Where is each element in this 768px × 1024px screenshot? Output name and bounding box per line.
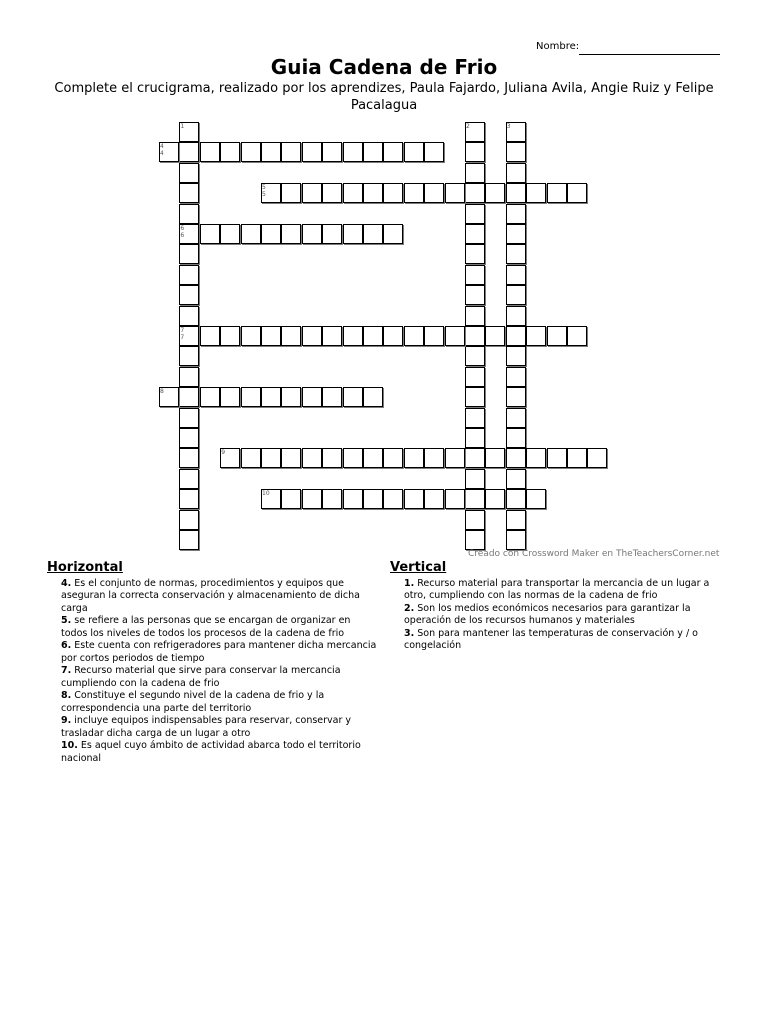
grid-cell[interactable] [179, 346, 199, 366]
grid-cell[interactable] [179, 244, 199, 264]
grid-cell[interactable] [424, 326, 444, 346]
credit-text: Creado con Crossword Maker en TheTeachersCorner.net [468, 549, 720, 559]
grid-clue-number: 2 [466, 123, 470, 130]
clue-text: Es aquel cuyo ámbito de actividad abarca todo el territorio nacional [61, 740, 361, 764]
grid-cell[interactable] [343, 448, 363, 468]
horizontal-clue [47, 690, 377, 715]
grid-cell[interactable] [404, 326, 424, 346]
grid-cell[interactable] [343, 326, 363, 346]
grid-cell[interactable] [302, 387, 322, 407]
grid-cell[interactable] [281, 448, 301, 468]
grid-cell[interactable] [404, 183, 424, 203]
grid-cell[interactable] [220, 142, 240, 162]
grid-cell[interactable] [322, 387, 342, 407]
clue-text: se refiere a las personas que se encargan de organizar en todos los niveles de todos los procesos de la cadena de frio [61, 615, 351, 639]
grid-cell[interactable] [485, 448, 505, 468]
grid-cell[interactable] [302, 448, 322, 468]
clue-text: Recurso material para transportar la mercancia de un lugar a otro, cumpliendo con las normas de la cadena de frio [404, 577, 710, 601]
grid-cell[interactable] [506, 428, 526, 448]
grid-cell[interactable] [220, 224, 240, 244]
grid-cell[interactable] [424, 448, 444, 468]
grid-cell[interactable] [506, 408, 526, 428]
grid-cell[interactable] [383, 183, 403, 203]
grid-cell[interactable] [485, 489, 505, 509]
clue-text: Son los medios económicos necesarios para garantizar la operación de los recursos humanos y materiales [404, 602, 691, 626]
grid-clue-number: 6 6 [180, 225, 185, 239]
grid-cell[interactable] [241, 142, 261, 162]
grid-cell[interactable] [261, 448, 281, 468]
grid-cell[interactable] [363, 183, 383, 203]
grid-cell[interactable] [506, 183, 526, 203]
grid-clue-number: 5 5 [262, 184, 266, 199]
vertical-clue [390, 628, 720, 653]
vertical-clue [390, 578, 720, 603]
horizontal-clue [47, 715, 377, 740]
vertical-heading: Vertical [390, 560, 447, 575]
grid-cell[interactable] [302, 183, 322, 203]
grid-cell[interactable] [465, 387, 485, 407]
grid-cell[interactable] [179, 204, 199, 224]
grid-cell[interactable] [241, 387, 261, 407]
grid-cell[interactable] [281, 224, 301, 244]
clue-number: 9. [61, 715, 72, 726]
name-label: Nombre: [536, 41, 580, 52]
grid-cell[interactable] [485, 326, 505, 346]
grid-cell[interactable] [220, 326, 240, 346]
grid-cell[interactable] [465, 224, 485, 244]
clue-text: Constituye el segundo nivel de la cadena de frio y la correspondencia una parte del territorio [61, 690, 325, 714]
grid-cell[interactable] [547, 326, 567, 346]
grid-cell[interactable] [179, 265, 199, 285]
grid-cell[interactable] [179, 489, 199, 509]
grid-cell[interactable] [220, 387, 240, 407]
grid-cell[interactable] [506, 204, 526, 224]
grid-cell[interactable] [465, 285, 485, 305]
grid-cell[interactable] [485, 183, 505, 203]
grid-cell[interactable] [506, 326, 526, 346]
grid-cell[interactable] [506, 285, 526, 305]
grid-cell[interactable] [281, 142, 301, 162]
clue-number: 3. [404, 627, 415, 639]
grid-cell[interactable] [526, 326, 546, 346]
grid-clue-number: 10 [262, 490, 270, 498]
grid-cell[interactable] [179, 408, 199, 428]
grid-cell[interactable] [241, 326, 261, 346]
grid-cell[interactable] [506, 346, 526, 366]
grid-cell[interactable] [445, 326, 465, 346]
grid-cell[interactable] [302, 489, 322, 509]
grid-cell[interactable] [465, 326, 485, 346]
grid-cell[interactable] [241, 224, 261, 244]
page-subtitle: Complete el crucigrama, realizado por los aprendizes, Paula Fajardo, Juliana Avila, Angie Ruiz y Felipe Pacalagua [54, 81, 714, 113]
grid-cell[interactable] [363, 387, 383, 407]
clue-text: incluye equipos indispensables para reservar, conservar y trasladar dicha carga de un lugar a otro [61, 715, 352, 739]
grid-cell[interactable] [179, 428, 199, 448]
grid-cell[interactable] [343, 387, 363, 407]
clue-text: Este cuenta con refrigeradores para mantener dicha mercancia por cortos periodos de tiempo [61, 640, 377, 664]
clue-number: 7. [61, 665, 72, 676]
grid-cell[interactable] [506, 489, 526, 509]
grid-cell[interactable] [587, 448, 607, 468]
horizontal-clue [47, 740, 377, 765]
grid-cell[interactable] [261, 224, 281, 244]
grid-cell[interactable] [322, 326, 342, 346]
grid-cell[interactable] [261, 142, 281, 162]
grid-cell[interactable] [465, 183, 485, 203]
grid-cell[interactable] [179, 510, 199, 530]
grid-cell[interactable] [506, 306, 526, 326]
grid-cell[interactable] [567, 326, 587, 346]
grid-cell[interactable] [322, 142, 342, 162]
grid-cell[interactable] [281, 326, 301, 346]
grid-cell[interactable] [506, 469, 526, 489]
grid-cell[interactable] [343, 224, 363, 244]
grid-cell[interactable] [465, 510, 485, 530]
grid-cell[interactable] [424, 183, 444, 203]
grid-cell[interactable] [200, 387, 220, 407]
grid-cell[interactable] [383, 142, 403, 162]
horizontal-clue [47, 578, 377, 616]
grid-cell[interactable] [241, 448, 261, 468]
grid-cell[interactable] [179, 530, 199, 550]
clue-number: 5. [61, 615, 72, 626]
grid-cell[interactable] [363, 326, 383, 346]
grid-cell[interactable] [506, 448, 526, 468]
grid-cell[interactable] [465, 428, 485, 448]
vertical-clues [390, 562, 720, 653]
grid-cell[interactable] [567, 448, 587, 468]
grid-cell[interactable] [322, 224, 342, 244]
grid-cell[interactable] [383, 326, 403, 346]
grid-cell[interactable] [465, 408, 485, 428]
grid-cell[interactable] [547, 448, 567, 468]
grid-cell[interactable] [261, 387, 281, 407]
clue-text: Es el conjunto de normas, procedimientos y equipos que aseguran la correcta conservación y almacenamiento de dicha carga [61, 577, 360, 614]
grid-cell[interactable] [465, 306, 485, 326]
clue-number: 2. [404, 602, 415, 614]
grid-clue-number: 7 7 [180, 327, 185, 341]
grid-cell[interactable] [322, 183, 342, 203]
grid-cell[interactable] [465, 142, 485, 162]
vertical-clue [390, 603, 720, 628]
grid-cell[interactable] [302, 224, 322, 244]
grid-cell[interactable] [465, 367, 485, 387]
horizontal-clues [47, 562, 377, 765]
clue-text: Recurso material que sirve para conservar la mercancia cumpliendo con la cadena de frio [61, 665, 341, 689]
grid-cell[interactable] [465, 530, 485, 550]
grid-clue-number: 3 [506, 123, 511, 130]
grid-cell[interactable] [506, 265, 526, 285]
grid-cell[interactable] [506, 224, 526, 244]
grid-cell[interactable] [343, 183, 363, 203]
grid-clue-number: 4 4 [160, 143, 164, 158]
grid-cell[interactable] [383, 489, 403, 509]
grid-cell[interactable] [404, 448, 424, 468]
grid-cell[interactable] [179, 183, 199, 203]
grid-cell[interactable] [465, 489, 485, 509]
horizontal-clue [47, 615, 377, 640]
grid-cell[interactable] [445, 489, 465, 509]
horizontal-clue [47, 665, 377, 690]
grid-cell[interactable] [567, 183, 587, 203]
grid-cell[interactable] [465, 163, 485, 183]
grid-cell[interactable] [363, 489, 383, 509]
grid-cell[interactable] [179, 469, 199, 489]
grid-cell[interactable] [281, 489, 301, 509]
grid-cell[interactable] [506, 387, 526, 407]
grid-clue-number: 1 [180, 123, 185, 130]
grid-cell[interactable] [424, 142, 444, 162]
horizontal-heading: Horizontal [47, 560, 123, 575]
grid-clue-number: 9 [221, 449, 226, 457]
grid-cell[interactable] [363, 448, 383, 468]
grid-cell[interactable] [506, 244, 526, 264]
grid-cell[interactable] [465, 346, 485, 366]
grid-cell[interactable] [179, 163, 199, 183]
grid-cell[interactable] [465, 469, 485, 489]
clue-number: 8. [61, 690, 72, 701]
clue-number: 4. [61, 577, 72, 589]
grid-cell[interactable] [179, 306, 199, 326]
grid-clue-number: 8 [160, 388, 164, 396]
grid-cell[interactable] [404, 489, 424, 509]
horizontal-clue [47, 640, 377, 665]
grid-cell[interactable] [424, 489, 444, 509]
grid-cell[interactable] [445, 183, 465, 203]
grid-cell[interactable] [281, 387, 301, 407]
grid-cell[interactable] [404, 142, 424, 162]
grid-cell[interactable] [261, 326, 281, 346]
grid-cell[interactable] [465, 204, 485, 224]
clue-text: Son para mantener las temperaturas de conservación y / o congelación [404, 627, 698, 651]
grid-cell[interactable] [363, 224, 383, 244]
grid-cell[interactable] [200, 326, 220, 346]
grid-cell[interactable] [179, 285, 199, 305]
grid-cell[interactable] [302, 326, 322, 346]
grid-cell[interactable] [179, 367, 199, 387]
grid-cell[interactable] [179, 142, 199, 162]
grid-cell[interactable] [322, 489, 342, 509]
grid-cell[interactable] [526, 448, 546, 468]
grid-cell[interactable] [179, 448, 199, 468]
clue-number: 6. [61, 640, 72, 651]
grid-cell[interactable] [322, 448, 342, 468]
clue-number: 10. [61, 740, 78, 751]
grid-cell[interactable] [445, 448, 465, 468]
grid-cell[interactable] [302, 142, 322, 162]
grid-cell[interactable] [506, 367, 526, 387]
grid-cell[interactable] [465, 244, 485, 264]
grid-cell[interactable] [465, 448, 485, 468]
grid-cell[interactable] [383, 448, 403, 468]
grid-cell[interactable] [506, 142, 526, 162]
grid-cell[interactable] [526, 183, 546, 203]
grid-cell[interactable] [281, 183, 301, 203]
clue-number: 1. [404, 577, 415, 589]
grid-cell[interactable] [200, 142, 220, 162]
grid-cell[interactable] [547, 183, 567, 203]
page-title: Guia Cadena de Frio [270, 55, 498, 79]
grid-cell[interactable] [200, 224, 220, 244]
grid-cell[interactable] [179, 387, 199, 407]
grid-cell[interactable] [383, 224, 403, 244]
grid-cell[interactable] [363, 142, 383, 162]
grid-cell[interactable] [465, 265, 485, 285]
grid-cell[interactable] [506, 510, 526, 530]
grid-cell[interactable] [506, 530, 526, 550]
grid-cell[interactable] [526, 489, 546, 509]
grid-cell[interactable] [506, 163, 526, 183]
grid-cell[interactable] [343, 489, 363, 509]
grid-cell[interactable] [343, 142, 363, 162]
